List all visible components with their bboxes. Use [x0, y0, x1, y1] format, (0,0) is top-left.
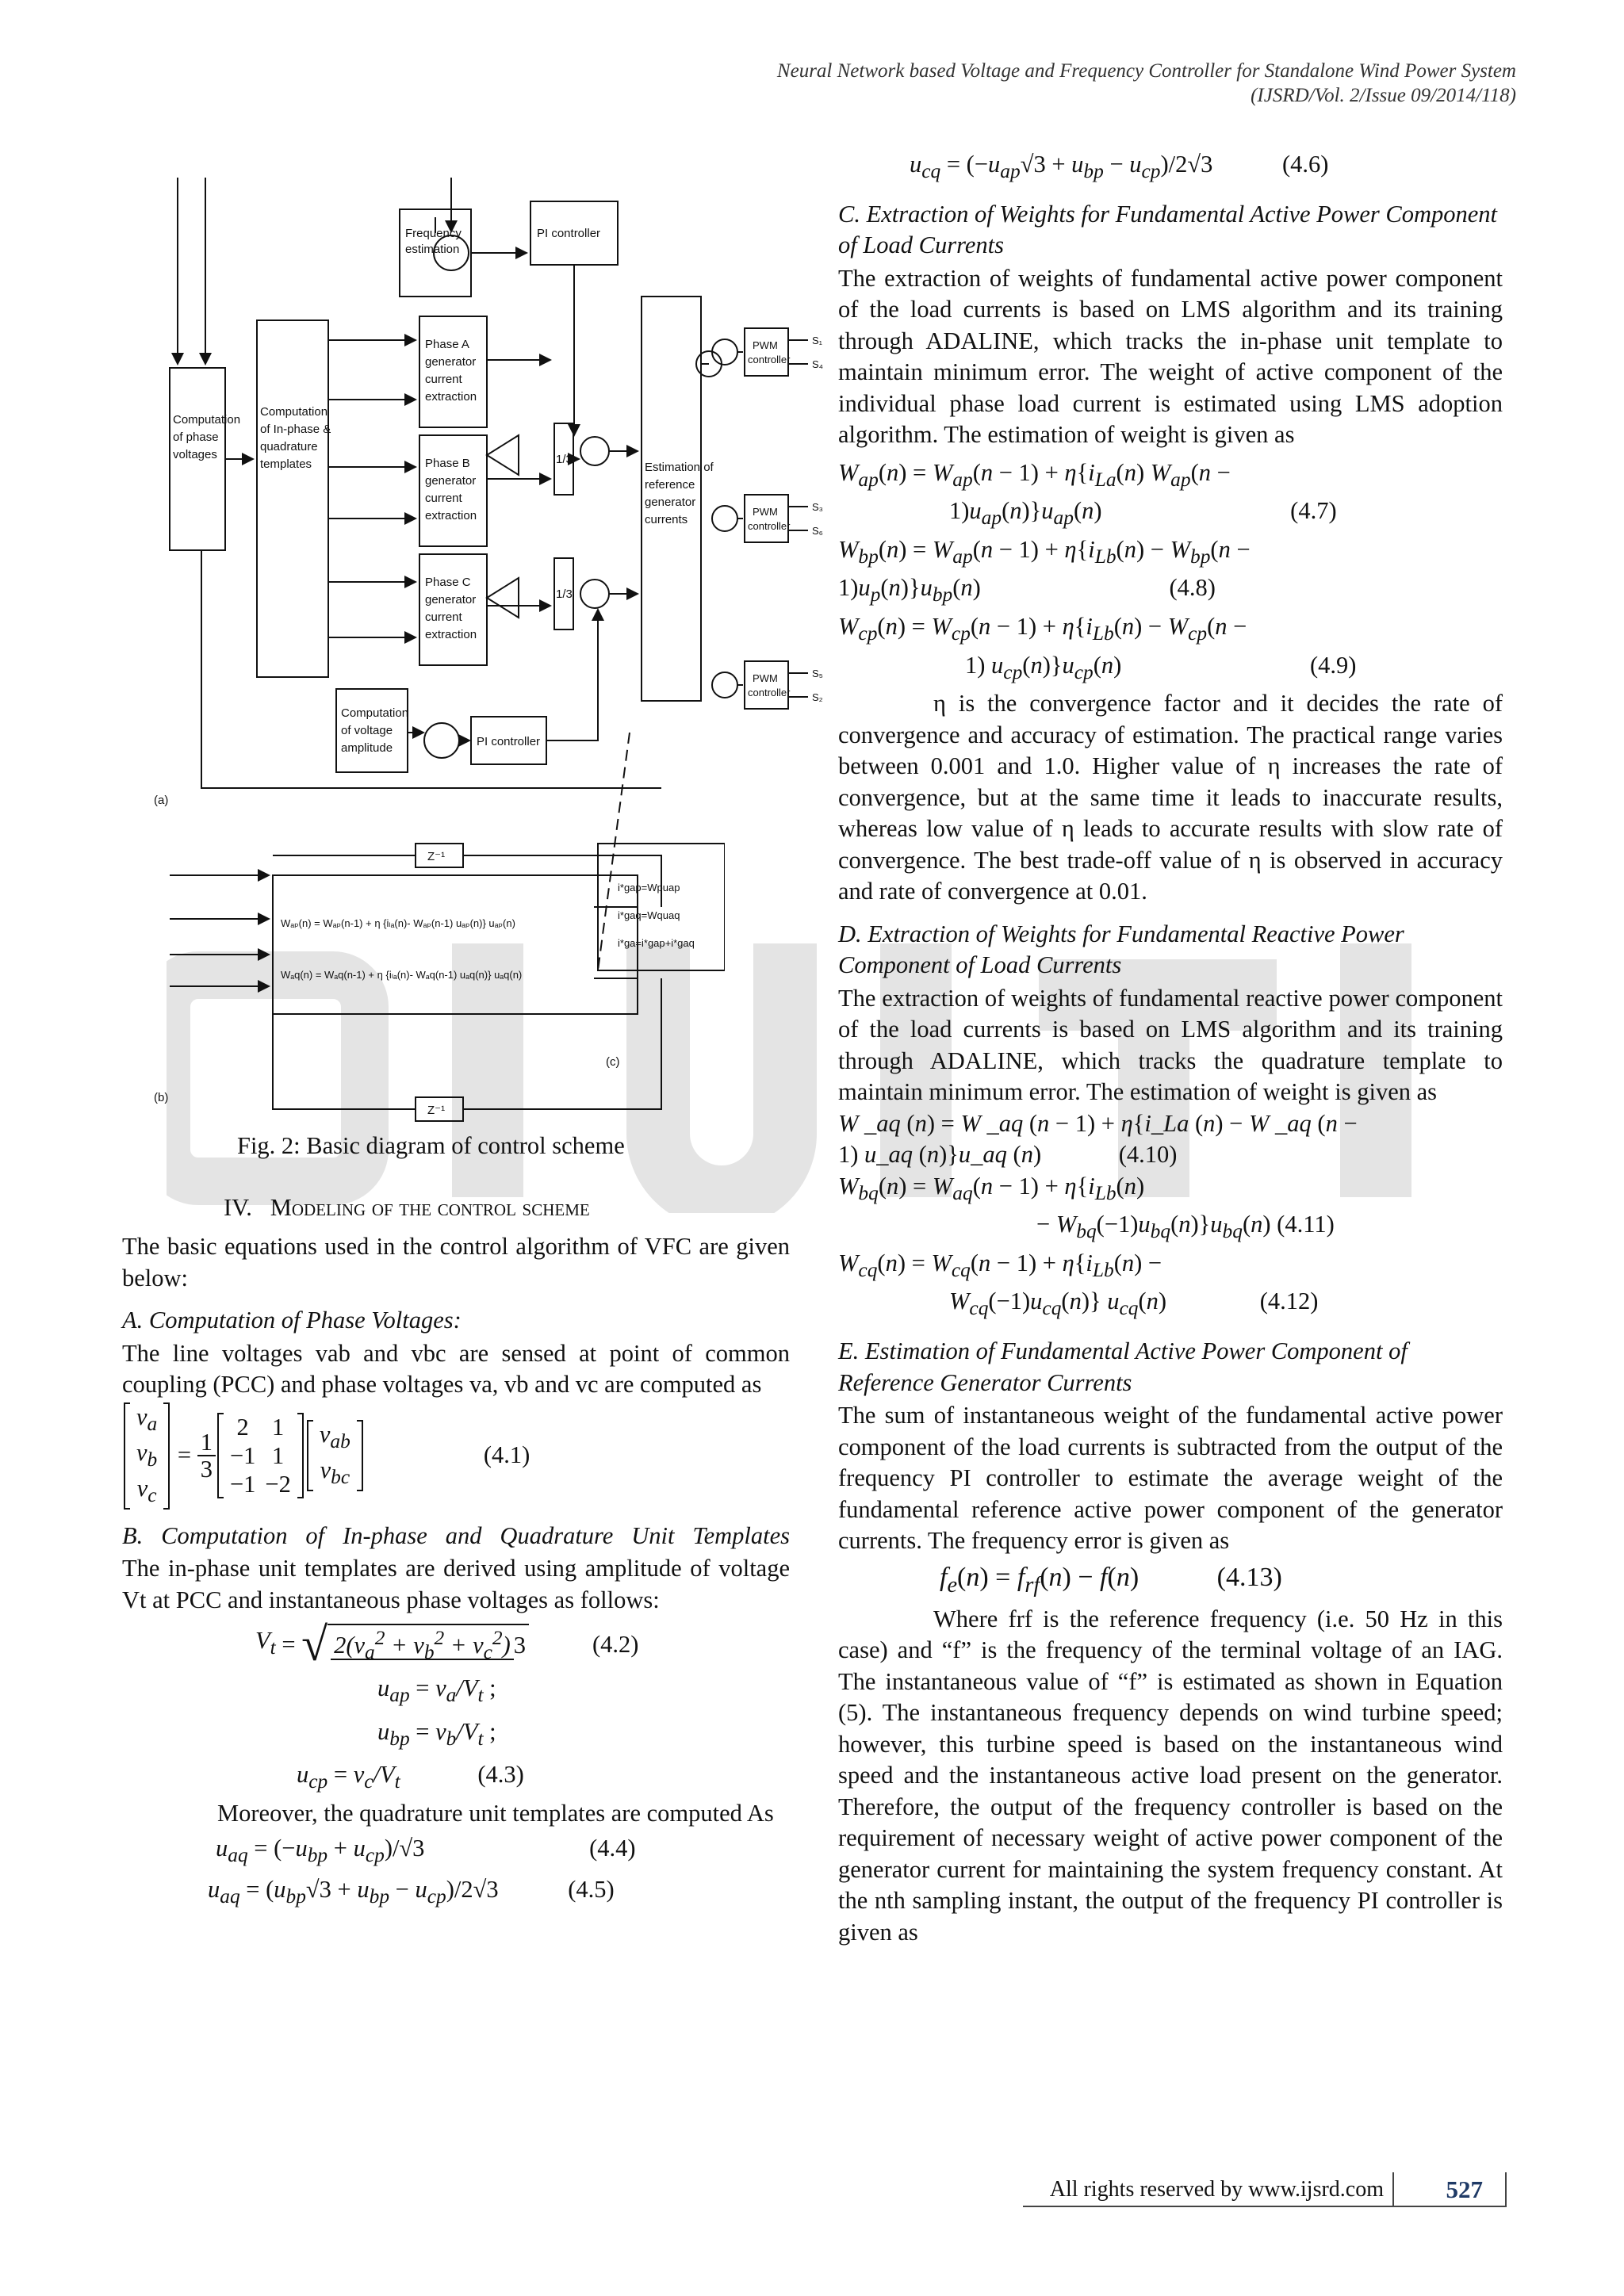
pb-label-2: generator: [425, 474, 477, 488]
freq-est-label-1: Frequency: [405, 227, 462, 240]
lms-equation-box: [273, 875, 638, 1014]
section-iv-heading: [224, 1192, 790, 1224]
section-a-heading: A. Computation of Phase Voltages:: [122, 1307, 462, 1334]
equation-4-6: $u_{cq} = (-u_{ap}√3 + u_{bp} - u_{cp})/2√3$ (4.6): [910, 151, 1329, 183]
header-title: Neural Network based Voltage and Frequency Controller for Standalone Wind Power System: [776, 60, 1516, 82]
pa-label-1: Phase A: [425, 338, 469, 351]
eq-c1: i*gap=Wpuap: [618, 882, 680, 894]
eta-paragraph: η is the convergence factor and it decides the rate of convergence and accuracy of estimation. The practical range varies between 0.001 and 1.0. Higher value of η increases the rate of convergence, but at the same time it leads to inaccurate results, whereas low value of η leads to accurate results with slow rate of convergence. The best trade-off value of η is observed in accuracy and rate of convergence at 0.01.: [838, 690, 1503, 905]
equation-4-7: $W_{ap}(n) = W_{ap}(n - 1) + \eta\{i_{La}(n) W_{ap}(n$ −: [838, 458, 1231, 491]
pi2-label: PI controller: [477, 735, 541, 748]
tmpl-label-1: Computation: [260, 405, 328, 419]
pc-label-4: extraction: [425, 628, 477, 641]
s5: S₅: [812, 668, 823, 679]
equation-4-4: $u_{aq} = (-u_{bp} + u_{cp})/√3$ (4.4): [216, 1834, 636, 1866]
part-c-label: (c): [606, 1055, 620, 1069]
intro-paragraph: The basic equations used in the control algorithm of VFC are given below:: [122, 1233, 790, 1292]
part-b-label: (b): [154, 1091, 169, 1104]
control-scheme-diagram: [154, 162, 725, 1137]
eq48-number: (4.8): [1169, 574, 1216, 602]
pwm-c-1: PWM: [753, 672, 778, 684]
pi-label: PI controller: [537, 227, 601, 240]
s1: S₁: [812, 335, 823, 346]
left-column: [122, 149, 823, 1913]
freq-est-label-2: estimation: [405, 243, 460, 256]
equation-ubp: $u_{bp} = v_b/V_t$ ;: [377, 1717, 496, 1750]
equation-4-10-cont: 1) u_aq (n)}u_aq (n) (4.10): [838, 1141, 1178, 1169]
pwm-b-1: PWM: [753, 506, 778, 518]
section-b-heading: B. Computation of In-phase and Quadrature Unit Templates: [122, 1521, 790, 1549]
s4: S₄: [812, 358, 823, 370]
eq47-number: (4.7): [1290, 497, 1337, 525]
part-a-label: (a): [154, 794, 169, 807]
eq44-number: (4.4): [589, 1834, 636, 1862]
third-c: 1/3: [556, 587, 573, 601]
va-label-1: Computation: [341, 706, 409, 720]
s2: S₂: [812, 691, 823, 703]
equation-4-10: W _aq (n) = W _aq (n − 1) + η{i_La (n) − W _aq (n −: [838, 1109, 1358, 1137]
eq46-number: (4.6): [1282, 151, 1329, 178]
zinv-1: Z⁻¹: [427, 850, 446, 863]
phase-c-box: [419, 554, 487, 665]
equation-4-11: $W_{bq}(n) = W_{aq}(n - 1) + \eta\{i_{Lb}(n)$: [838, 1172, 1145, 1204]
section-iv-title: Modeling of the control scheme: [270, 1193, 590, 1221]
header-issue: (IJSRD/Vol. 2/Issue 09/2014/118): [1251, 85, 1516, 106]
pc-label-3: current: [425, 610, 462, 624]
pwm-b-2: controller: [748, 520, 791, 532]
section-c-heading: C. Extraction of Weights for Fundamental Active Power Component of Load Currents: [838, 200, 1498, 259]
eq413-number: (4.13): [1216, 1562, 1282, 1592]
eq-c2: i*gaq=Wquaq: [618, 909, 680, 921]
pwm-a-2: controller: [748, 354, 791, 365]
ref-label-3: generator: [645, 496, 696, 509]
equation-4-9-cont: 1) $u_{cp}(n)\}u_{cp}(n)$ (4.9): [965, 651, 1357, 683]
s6: S₆: [812, 525, 823, 537]
eq43-number: (4.3): [477, 1761, 524, 1789]
equation-4-7-cont: $1)u_{ap}(n)\}u_{ap}(n)$ (4.7): [949, 497, 1337, 530]
pc-label-1: Phase C: [425, 576, 471, 589]
equation-4-8-cont: $1)u_p(n)\}u_{bp}(n)$ (4.8): [838, 574, 1216, 607]
sum-a: [580, 437, 609, 465]
equation-4-3: $u_{cp} = v_c/V_t$ (4.3): [297, 1761, 524, 1793]
ref-label-2: reference: [645, 478, 695, 492]
ref-label-4: currents: [645, 513, 688, 526]
phase-a-box: [419, 316, 487, 427]
footer-rights: All rights reserved by www.ijsrd.com: [1049, 2177, 1384, 2202]
pb-label-1: Phase B: [425, 457, 470, 470]
page-number: 527: [1446, 2175, 1483, 2203]
section-iv-number: IV.: [224, 1193, 252, 1221]
equation-4-12-cont: $W_{cq}(-1)u_{cq}(n)$} $u_{cq}(n)$ (4.12): [949, 1288, 1319, 1320]
phase-volt-label-2: of phase: [173, 430, 219, 444]
eq-c3: i*ga=i*gap+i*gaq: [618, 937, 695, 949]
tmpl-label-2: of In-phase &: [260, 423, 331, 436]
eq49-number: (4.9): [1309, 651, 1357, 679]
eq45-number: (4.5): [568, 1876, 615, 1904]
section-e-heading: E. Estimation of Fundamental Active Power Component of Reference Generator Currents: [838, 1337, 1408, 1396]
tmpl-label-4: templates: [260, 457, 312, 471]
equation-4-8: $W_{bp}(n) = W_{ap}(n - 1) + \eta\{i_{Lb}(n) - W_{bp}(n$ −: [838, 535, 1251, 568]
ref-label-1: Estimation of: [645, 461, 714, 474]
sum-c: [580, 580, 609, 608]
figure-caption: Fig. 2: Basic diagram of control scheme: [237, 1132, 625, 1159]
equation-4-1: $v_a$ $v_b$ $v_c$ = $\frac{1}{3}$ 2 −1 −1 1 1 −2 $v_{ab}$ $v_{bc}$ (4.1): [122, 1402, 790, 1510]
third-a: 1/3: [556, 453, 573, 466]
pwm-a-1: PWM: [753, 339, 778, 351]
section-c-text: The extraction of weights of fundamental active power component of the load currents is based on LMS algorithm and its training through ADALINE, which tracks the in-phase unit template to maintain minimum error. The weight of active component of the individual phase load current is estimated using LMS adoption algorithm. The estimation of weight is given as: [838, 264, 1503, 449]
pb-label-3: current: [425, 492, 462, 505]
eq41-number: (4.1): [483, 1441, 530, 1469]
section-e-text: The sum of instantaneous weight of the fundamental active power component of the load currents is subtracted from the output of the frequency PI controller to estimate the average weight of the fundamental reference active power component of the generator currents. The frequency error is given as: [838, 1402, 1503, 1555]
eq411-number: (4.11): [1277, 1211, 1335, 1238]
pa-label-4: extraction: [425, 390, 477, 404]
phase-volt-label-3: voltages: [173, 448, 217, 461]
eq42-number: (4.2): [592, 1630, 639, 1658]
eq412-number: (4.12): [1259, 1288, 1319, 1315]
va-label-2: of voltage: [341, 724, 393, 737]
running-header: [777, 59, 1516, 108]
va-label-3: amplitude: [341, 741, 393, 755]
volt-summer: [424, 723, 459, 758]
pwm-c-2: controller: [748, 687, 791, 698]
zinv-2: Z⁻¹: [427, 1104, 446, 1117]
section-a-text: The line voltages vab and vbc are sensed at point of common coupling (PCC) and phase voltages va, vb and vc are computed as: [122, 1339, 790, 1398]
pa-label-3: current: [425, 373, 462, 386]
eq-b2: Wₐq(n) = Wₐq(n-1) + η {iₗₐ(n)- Wₐq(n-1) uₐq(n)} uₐq(n): [281, 969, 523, 981]
equation-4-12: $W_{cq}(n) = W_{cq}(n - 1) + \eta\{i_{Lb}(n)$ −: [838, 1249, 1162, 1281]
pb-label-4: extraction: [425, 509, 477, 522]
right-column: [838, 149, 1503, 1948]
phase-b-box: [419, 435, 487, 546]
phase-volt-label-1: Computation: [173, 413, 241, 427]
pc-label-2: generator: [425, 593, 477, 607]
equation-4-9: $W_{cp}(n) = W_{cp}(n - 1) + \eta\{i_{Lb}(n) - W_{cp}(n$ −: [838, 612, 1247, 645]
eq410-number: (4.10): [1118, 1141, 1178, 1169]
equation-4-13: $f_e(n) = f_{rf}(n) - f(n)$ (4.13): [940, 1562, 1282, 1598]
figure-2: [122, 149, 823, 1131]
template-box: [257, 320, 328, 677]
page-footer: [1023, 2172, 1507, 2207]
section-d-text: The extraction of weights of fundamental reactive power component of the load currents is based on LMS algorithm and its training through ADALINE, which tracks the quadrature template to maintain minimum error. The estimation of weight is given as: [838, 984, 1503, 1106]
pa-label-2: generator: [425, 355, 477, 369]
s3: S₃: [812, 501, 823, 513]
equation-4-5: $u_{aq} = (u_{bp}√3 + u_{bp} - u_{cp})/2√3$ (4.5): [208, 1876, 615, 1908]
equation-uap: $u_{ap} = v_a/V_t$ ;: [377, 1674, 496, 1707]
section-b-text: The in-phase unit templates are derived using amplitude of voltage Vt at PCC and instantaneous phase voltages as follows:: [122, 1555, 790, 1613]
section-d-heading: D. Extraction of Weights for Fundamental Reactive Power Component of Load Currents: [838, 920, 1404, 979]
tmpl-label-3: quadrature: [260, 440, 318, 453]
where-paragraph: Where frf is the reference frequency (i.e. 50 Hz in this case) and “f” is the frequency of the terminal voltage of an IAG. The instantaneous value of “f” is estimated as shown in Equation (5). The instantaneous frequency depends on wind turbine speed; however, this turbine speed is based on the instantaneous wind speed and the instantaneous active load present on the generator. Therefore, the output of the frequency controller is based on the requirement of necessary weight of active power component of the generator current for maintaining the system frequency constant. At the nth sampling instant, the output of the frequency PI controller is given as: [838, 1605, 1503, 1946]
equation-4-11-cont: − $W_{bq}(-1)u_{bq}(n)\}u_{bq}(n)$ (4.11): [1036, 1211, 1335, 1243]
moreover-text: Moreover, the quadrature unit templates are computed As: [217, 1800, 774, 1827]
equation-4-2: $V_t$ = √ $2(v_a^2 + v_b^2 + v_c^2)$ 3 (4.2): [255, 1618, 639, 1671]
eq-b1: Wₐₚ(n) = Wₐₚ(n-1) + η {iₗₐ(n)- Wₐₚ(n-1) uₐₚ(n)} uₐₚ(n): [281, 917, 515, 929]
